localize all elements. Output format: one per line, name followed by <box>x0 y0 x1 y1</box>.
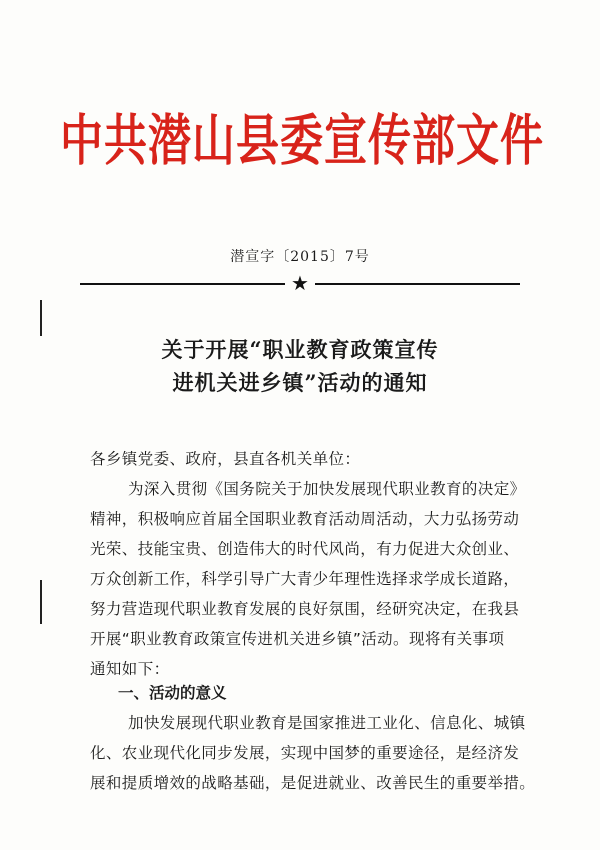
notice-title-line2: 进机关进乡镇”活动的通知 <box>172 370 428 395</box>
margin-mark <box>40 580 42 624</box>
paragraph-line: 光荣、技能宝贵、创造伟大的时代风尚，有力促进大众创业、 <box>90 540 520 558</box>
section-heading: 一、活动的意义 <box>118 684 227 702</box>
salutation: 各乡镇党委、政府，县直各机关单位： <box>90 450 361 468</box>
paragraph-line: 通知如下： <box>90 660 170 678</box>
paragraph-line: 展和提质增效的战略基础，是促进就业、改善民生的重要举措。 <box>90 774 536 792</box>
document-number: 潜宣字〔2015〕7号 <box>230 249 370 265</box>
divider-line-right <box>315 283 520 285</box>
divider-line-left <box>80 283 285 285</box>
paragraph-line: 为深入贯彻《国务院关于加快发展现代职业教育的决定》 <box>128 480 526 498</box>
document-header-title: 中共潜山县委宣传部文件 <box>60 109 544 174</box>
header-divider <box>80 271 520 295</box>
paragraph-line: 化、农业现代化同步发展，实现中国梦的重要途径，是经济发 <box>90 744 520 762</box>
paragraph-line: 努力营造现代职业教育发展的良好氛围，经研究决定，在我县 <box>90 600 520 618</box>
margin-mark <box>40 300 42 336</box>
paragraph-line: 万众创新工作，科学引导广大青少年理性选择求学成长道路， <box>90 570 520 588</box>
notice-title-line1: 关于开展“职业教育政策宣传 <box>161 337 439 362</box>
paragraph-line: 精神，积极响应首届全国职业教育活动周活动，大力弘扬劳动 <box>90 510 520 528</box>
paragraph-line: 开展“职业教育政策宣传进机关进乡镇”活动。现将有关事项 <box>90 630 505 648</box>
star-icon: ★ <box>291 271 309 295</box>
paragraph-line: 加快发展现代职业教育是国家推进工业化、信息化、城镇 <box>128 714 526 732</box>
